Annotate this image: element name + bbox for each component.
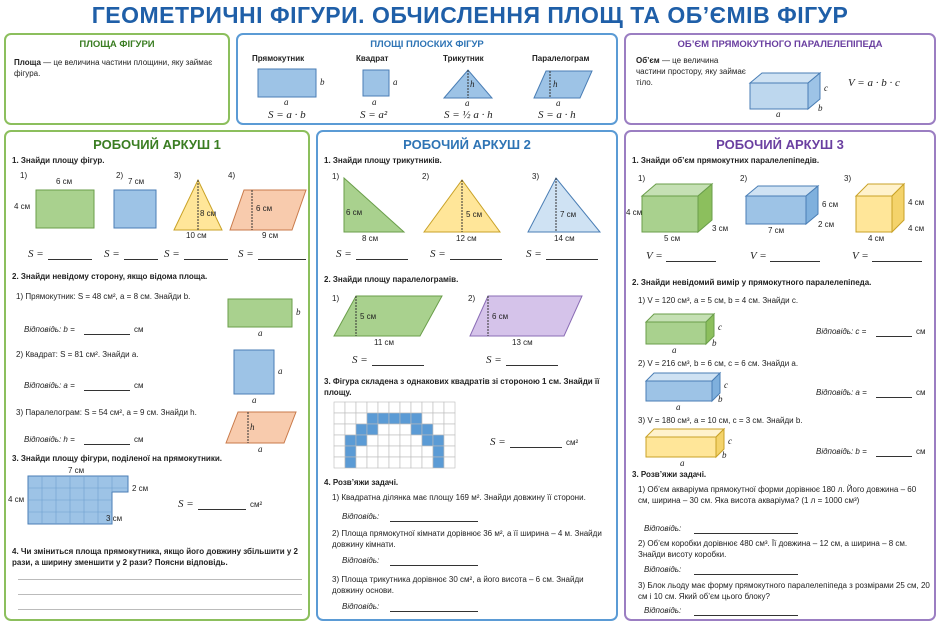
item-number: 2): [468, 294, 476, 303]
grid-cell: [345, 413, 356, 424]
ws1-question-3: 3. Знайди площу фігури, поділеної на прямокутники.: [12, 454, 222, 463]
label-h: h: [553, 79, 558, 89]
dim-label: 11 см: [374, 338, 395, 347]
shape-name-rectangle: Прямокутник: [252, 54, 305, 63]
unit-label: см²: [566, 438, 579, 447]
ws1-task-1: 1) Прямокутник: S = 48 см², a = 8 см. Знайди b.: [16, 292, 191, 301]
grid-cell: [444, 435, 455, 446]
dim-label: 5 см: [466, 210, 483, 219]
dim-label: 4 см: [908, 198, 925, 207]
item-number: 1): [638, 174, 646, 183]
grid-cell: [433, 402, 444, 413]
answer-line[interactable]: [876, 456, 912, 457]
answer-label: Відповідь:: [342, 512, 380, 521]
ws2-question-2: 2. Знайди площу паралелограмів.: [324, 275, 459, 284]
s-label: S =: [164, 248, 180, 260]
answer-label: Відповідь: b =: [816, 447, 867, 456]
ws2-question-3: 3. Фігура складена з однакових квадратів зі стороною 1 см. Знайди її площу.: [324, 377, 600, 397]
label-c: c: [718, 322, 722, 332]
dim-label: 2 см: [132, 484, 149, 493]
grid-cell: [334, 446, 345, 457]
grid-cell: [345, 457, 356, 468]
ws2-question-1: 1. Знайди площу трикутників.: [324, 156, 442, 165]
area-definition-panel: [4, 33, 230, 125]
unit-label: см: [916, 327, 926, 336]
answer-line[interactable]: [390, 611, 478, 612]
grid-cell: [367, 446, 378, 457]
dim-label: 2 см: [818, 220, 835, 229]
dim-label: 5 см: [360, 312, 377, 321]
grid-cell: [378, 457, 389, 468]
dim-label: 9 см: [262, 231, 279, 240]
s-label: S =: [178, 498, 194, 510]
s-label: S =: [336, 248, 352, 260]
grid-cell: [378, 435, 389, 446]
label-b: b: [296, 307, 301, 317]
dim-label: 7 см: [68, 466, 85, 475]
ws3-task-3: 3) V = 180 см³, a = 10 см, c = 3 см. Знайди b.: [638, 416, 803, 425]
grid-cell: [345, 435, 356, 446]
grid-cell: [389, 424, 400, 435]
grid-cell: [444, 402, 455, 413]
grid-cell: [367, 435, 378, 446]
answer-line[interactable]: [390, 565, 478, 566]
answer-line[interactable]: [198, 509, 246, 510]
label-a: a: [556, 98, 561, 108]
dim-label: 10 см: [186, 231, 207, 240]
dim-label: 4 см: [908, 224, 925, 233]
unit-label: см: [916, 388, 926, 397]
grid-cell: [367, 457, 378, 468]
grid-cell: [389, 402, 400, 413]
grid-cell: [334, 413, 345, 424]
volume-definition-panel: [624, 33, 936, 125]
ws3-task-1: 1) V = 120 см³, a = 5 см, b = 4 см. Знайди c.: [638, 296, 799, 305]
s-label: S =: [352, 354, 368, 366]
label-h: h: [470, 79, 475, 89]
ws2-problem-1: 1) Квадратна ділянка має площу 169 м². Знайди довжину її сторони.: [332, 493, 586, 502]
ws1-task-2: 2) Квадрат: S = 81 см². Знайди a.: [16, 350, 139, 359]
dim-label: 4 см: [14, 202, 31, 211]
answer-line[interactable]: [876, 336, 912, 337]
grid-cell: [400, 424, 411, 435]
ws3-question-3: 3. Розв’яжи задачі.: [632, 470, 707, 479]
dim-label: 6 см: [822, 200, 839, 209]
answer-line[interactable]: [390, 521, 478, 522]
area-term: Площа: [14, 58, 41, 67]
label-b: b: [718, 394, 723, 404]
ws1-task-3: 3) Паралелограм: S = 54 см², a = 9 см. Знайди h.: [16, 408, 197, 417]
dim-label: 7 см: [128, 177, 145, 186]
label-c: c: [824, 83, 828, 93]
grid-cell: [356, 402, 367, 413]
ws2-question-4: 4. Розв’яжи задачі.: [324, 478, 399, 487]
answer-line[interactable]: [18, 579, 302, 580]
volume-formula: V = a · b · c: [848, 77, 900, 89]
dim-label: 7 см: [768, 226, 785, 235]
dim-label: 3 см: [712, 224, 729, 233]
ws1-composite-figure: [6, 132, 312, 532]
s-label: S =: [490, 436, 506, 448]
answer-label: Відповідь: a =: [816, 388, 867, 397]
worksheet-3: [624, 130, 936, 621]
shape-name-parallelogram: Паралелограм: [532, 54, 590, 63]
parallelogram-shape: [534, 71, 592, 98]
grid-cell: [444, 413, 455, 424]
s-label: S =: [430, 248, 446, 260]
ws3-question-1: 1. Знайди об’єм прямокутних паралелепіпедів.: [632, 156, 820, 165]
grid-cell: [356, 457, 367, 468]
grid-cell: [411, 446, 422, 457]
grid-cell: [389, 446, 400, 457]
dim-label: 14 см: [554, 234, 575, 243]
answer-label: Відповідь:: [342, 602, 380, 611]
grid-cell: [367, 402, 378, 413]
label-b: b: [818, 103, 823, 113]
item-number: 3): [532, 172, 540, 181]
worksheet-3-header: РОБОЧИЙ АРКУШ 3: [716, 137, 844, 152]
dim-label: 4 см: [8, 495, 25, 504]
worksheet-2: [316, 130, 618, 621]
label-a: a: [465, 98, 470, 108]
answer-line[interactable]: [694, 574, 798, 575]
plane-areas-panel: [236, 33, 618, 125]
label-a: a: [672, 345, 677, 355]
ws3-question-2: 2. Знайди невідомий вимір у прямокутного паралелепіпеда.: [632, 278, 872, 287]
s-label: S =: [28, 248, 44, 260]
dim-label: 13 см: [512, 338, 533, 347]
label-a: a: [393, 77, 398, 87]
ws2-problem-2: 2) Площа прямокутної кімнати дорівнює 36 м², а її ширина – 4 м. Знайди довжину кімнати.: [332, 529, 602, 549]
answer-label: Відповідь:: [644, 606, 682, 615]
label-a: a: [258, 328, 263, 338]
item-number: 3): [844, 174, 852, 183]
dim-label: 6 см: [56, 177, 73, 186]
grid-cell: [334, 424, 345, 435]
grid-cell: [422, 402, 433, 413]
grid-cell: [378, 413, 389, 424]
s-label: S =: [526, 248, 542, 260]
grid-cell: [378, 402, 389, 413]
label-a: a: [680, 458, 685, 468]
label-h: h: [250, 422, 255, 432]
area-definition-header: ПЛОЩА ФІГУРИ: [79, 39, 155, 50]
rectangle-shape: [258, 69, 316, 97]
ws1-question-2: 2. Знайди невідому сторону, якщо відома площа.: [12, 272, 208, 281]
area-definition-text: [14, 57, 222, 79]
label-b: b: [320, 77, 325, 87]
grid-cell: [433, 457, 444, 468]
grid-cell: [378, 424, 389, 435]
v-label: V =: [750, 250, 767, 262]
label-a: a: [776, 109, 781, 119]
unit-label: см: [916, 447, 926, 456]
ws1-question-1: 1. Знайди площу фігур.: [12, 156, 105, 165]
grid-cell: [433, 435, 444, 446]
grid-cell: [400, 457, 411, 468]
grid-cell: [422, 446, 433, 457]
label-a: a: [372, 97, 377, 107]
area-definition-body: — це величина частини площини, яку займає фігура.: [14, 58, 213, 78]
grid-cell: [400, 413, 411, 424]
formula-rectangle: S = a · b: [268, 109, 306, 121]
grid-cell: [356, 413, 367, 424]
grid-cell: [334, 457, 345, 468]
item-number: 1): [20, 171, 28, 180]
ws1-question-4: 4. Чи зміниться площа прямокутника, якщо його довжину збільшити у 2 рази, а ширину зменшити у 2 рази? Поясни відповідь.: [12, 547, 298, 567]
answer-line[interactable]: [18, 594, 302, 595]
label-c: c: [724, 380, 728, 390]
dim-label: 7 см: [560, 210, 577, 219]
grid-cell: [356, 424, 367, 435]
dim-label: 6 см: [256, 204, 273, 213]
dim-label: 3 см: [106, 514, 123, 523]
grid-cell: [367, 413, 378, 424]
grid-cell: [356, 446, 367, 457]
grid-cell: [389, 435, 400, 446]
volume-definition-body: — це величина частини простору, яку займає тіло.: [636, 56, 746, 87]
grid-cell: [411, 457, 422, 468]
grid-cell: [400, 435, 411, 446]
unit-label: см: [134, 325, 144, 334]
grid-cell: [422, 457, 433, 468]
s-label: S =: [104, 248, 120, 260]
ws3-task-2: 2) V = 216 см³, b = 6 см, c = 6 см. Знайди a.: [638, 359, 799, 368]
grid-cell: [345, 402, 356, 413]
label-a: a: [258, 444, 263, 454]
dim-label: 4 см: [626, 208, 643, 217]
grid-cell: [444, 424, 455, 435]
answer-label: Відповідь:: [342, 556, 380, 565]
label-a: a: [676, 402, 681, 412]
grid-cell: [356, 435, 367, 446]
answer-line[interactable]: [876, 397, 912, 398]
grid-cell: [389, 413, 400, 424]
worksheet-1: [4, 130, 310, 621]
grid-cell: [334, 402, 345, 413]
grid-cell: [422, 424, 433, 435]
dim-label: 4 см: [868, 234, 885, 243]
answer-label: Відповідь: h =: [24, 435, 75, 444]
s-label: S =: [238, 248, 254, 260]
grid-cell: [433, 446, 444, 457]
formula-parallelogram: S = a · h: [538, 109, 576, 121]
label-a: a: [278, 366, 283, 376]
ws2-problem-3: 3) Площа трикутника дорівнює 30 см², а його висота – 6 см. Знайди довжину основи.: [332, 575, 584, 595]
grid-cell: [444, 446, 455, 457]
plane-areas-header: ПЛОЩІ ПЛОСКИХ ФІГУР: [370, 39, 484, 50]
grid-cell: [422, 435, 433, 446]
grid-cell: [411, 413, 422, 424]
grid-cell: [367, 424, 378, 435]
label-a: a: [284, 97, 289, 107]
v-label: V =: [646, 250, 663, 262]
unit-label: см: [134, 381, 144, 390]
grid-cell: [411, 424, 422, 435]
answer-line[interactable]: [694, 615, 798, 616]
ws3-problem-2: 2) Об’єм коробки дорівнює 480 см³. Її довжина – 12 см, а ширина – 8 см. Знайди висоту коробки.: [638, 539, 908, 559]
grid-cell: [345, 446, 356, 457]
shape-name-triangle: Трикутник: [443, 54, 484, 63]
dim-label: 8 см: [362, 234, 379, 243]
item-number: 4): [228, 171, 236, 180]
worksheet-1-header: РОБОЧИЙ АРКУШ 1: [93, 137, 221, 152]
grid-cell: [433, 413, 444, 424]
dim-label: 12 см: [456, 234, 477, 243]
ws3-problem-3: 3) Блок льоду має форму прямокутного паралелепіпеда з розмірами 25 см, 20 см і 10 см. Який об’єм цього блоку?: [638, 581, 930, 601]
grid-cell: [433, 424, 444, 435]
label-c: c: [728, 436, 732, 446]
label-b: b: [712, 338, 717, 348]
answer-label: Відповідь:: [644, 565, 682, 574]
dim-label: 8 см: [200, 209, 217, 218]
volume-term: Об’єм: [636, 56, 660, 65]
grid-cell: [334, 435, 345, 446]
answer-line[interactable]: [510, 447, 562, 448]
v-label: V =: [852, 250, 869, 262]
answer-label: Відповідь: a =: [24, 381, 75, 390]
ws2-grid-figure: [318, 132, 620, 472]
ws3-problem-1: 1) Об’єм акваріума прямокутної форми дорівнює 180 л. Його довжина – 60 см, ширина – 30 см. Яка висота акваріума? (1 л = 1000 см³): [638, 485, 917, 505]
label-a: a: [252, 395, 257, 405]
answer-label: Відповідь:: [644, 524, 682, 533]
grid-cell: [422, 413, 433, 424]
grid-cell: [400, 402, 411, 413]
answer-line[interactable]: [694, 533, 798, 534]
item-number: 2): [116, 171, 124, 180]
grid-cell: [345, 424, 356, 435]
grid-cell: [400, 446, 411, 457]
label-b: b: [722, 450, 727, 460]
grid-cell: [444, 457, 455, 468]
square-shape: [363, 70, 389, 96]
unit-label: см: [134, 435, 144, 444]
dim-label: 6 см: [492, 312, 509, 321]
formula-triangle: S = ½ a · h: [444, 109, 493, 121]
grid-cell: [411, 435, 422, 446]
grid-cell: [378, 446, 389, 457]
answer-line[interactable]: [18, 609, 302, 610]
item-number: 3): [174, 171, 182, 180]
item-number: 1): [332, 172, 340, 181]
s-label: S =: [486, 354, 502, 366]
page-title: ГЕОМЕТРИЧНІ ФІГУРИ. ОБЧИСЛЕННЯ ПЛОЩ ТА ОБ’ЄМІВ ФІГУР: [91, 2, 849, 28]
item-number: 2): [422, 172, 430, 181]
answer-label: Відповідь: c =: [816, 327, 867, 336]
shape-name-square: Квадрат: [356, 54, 389, 63]
answer-label: Відповідь: b =: [24, 325, 75, 334]
volume-definition-header: ОБ’ЄМ ПРЯМОКУТНОГО ПАРАЛЕЛЕПІПЕДА: [677, 39, 883, 50]
item-number: 2): [740, 174, 748, 183]
dim-label: 5 см: [664, 234, 681, 243]
grid-cell: [389, 457, 400, 468]
dim-label: 6 см: [346, 208, 363, 217]
unit-label: см²: [250, 500, 263, 509]
item-number: 1): [332, 294, 340, 303]
formula-square: S = a²: [360, 109, 388, 121]
grid-cell: [411, 402, 422, 413]
worksheet-2-header: РОБОЧИЙ АРКУШ 2: [403, 137, 531, 152]
